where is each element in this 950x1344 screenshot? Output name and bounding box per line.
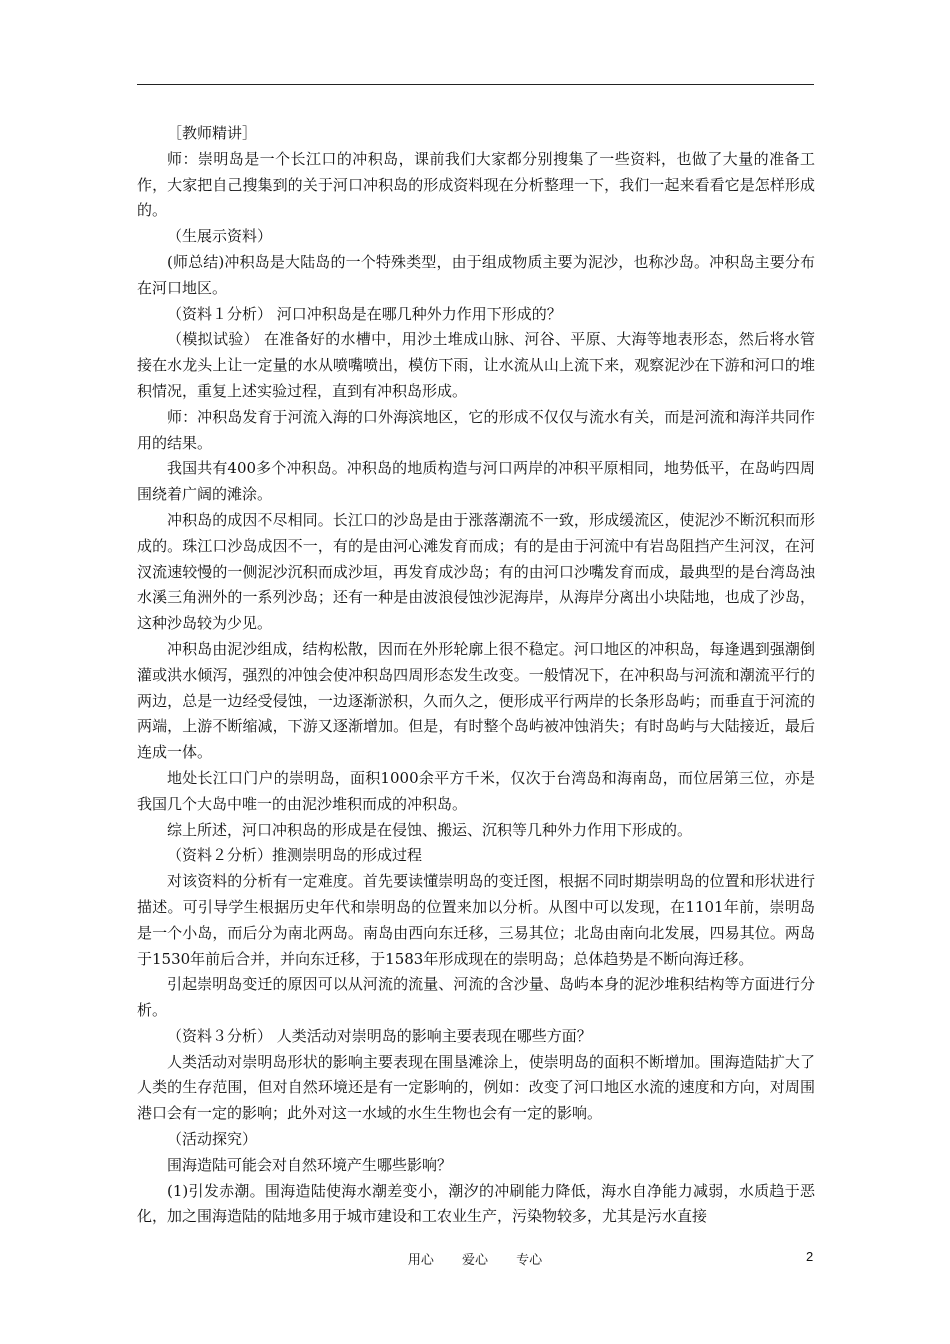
- paragraph: 综上所述，河口冲积岛的形成是在侵蚀、搬运、沉积等几种外力作用下形成的。: [167, 820, 693, 839]
- paragraph: （生展示资料）: [167, 227, 273, 246]
- page-footer: [0, 1249, 950, 1269]
- paragraph: 引起崇明岛变迁的原因可以从河流的流量、河流的含沙量、岛屿本身的泥沙堆积结构等方面进行分析。: [137, 975, 815, 1020]
- paragraph: 冲积岛由泥沙组成，结构松散，因而在外形轮廓上很不稳定。河口地区的冲积岛，每逢遇到强潮倒灌或洪水倾泻，强烈的冲蚀会使冲积岛四周形态发生改变。一般情况下，在冲积岛与河流和潮流平行的两边，总是一边经受侵蚀，一边逐渐淤积，久而久之，便形成平行两岸的长条形岛屿；而垂直于河流的两端，上游不断缩减，下游又逐渐增加。但是，有时整个岛屿被冲蚀消失；有时岛屿与大陆接近，最后连成一体。: [137, 639, 815, 762]
- paragraph: 师：崇明岛是一个长江口的冲积岛，课前我们大家都分别搜集了一些资料，也做了大量的准备工作，大家把自己搜集到的关于河口冲积岛的形成资料现在分析整理一下，我们一起来看看它是怎样形成的。: [137, 149, 815, 220]
- paragraph-teacher-lecture-heading: ［教师精讲］: [167, 124, 258, 142]
- paragraph: 对该资料的分析有一定难度。首先要读懂崇明岛的变迁图，根据不同时期崇明岛的位置和形状进行描述。可引导学生根据历史年代和崇明岛的位置来加以分析。从图中可以发现，在1101年前，崇明岛是一个小岛，而后分为南北两岛。南岛由西向东迁移，三易其位；北岛由南向北发展，四易其位。两岛于1530年前后合并，并向东迁移，于1583年形成现在的崇明岛；总体趋势是不断向海迁移。: [137, 872, 815, 968]
- paragraph: 人类活动对崇明岛形状的影响主要表现在围垦滩涂上，使崇明岛的面积不断增加。围海造陆扩大了人类的生存范围，但对自然环境还是有一定影响的，例如：改变了河口地区水流的速度和方向，对周围港口会有一定的影响；此外对这一水域的水生生物也会有一定的影响。: [137, 1052, 815, 1123]
- paragraph: （活动探究）: [167, 1130, 258, 1149]
- paragraph: （模拟试验） 在准备好的水槽中，用沙土堆成山脉、河谷、平原、大海等地表形态，然后将水管接在水龙头上让一定量的水从喷嘴喷出，模仿下雨，让水流从山上流下来，观察泥沙在下游和河口的堆积情况，重复上述实验过程，直到有冲积岛形成。: [137, 330, 815, 400]
- paragraph: （资料２分析）推测崇明岛的形成过程: [167, 846, 423, 865]
- footer-word: 爱心: [461, 1253, 488, 1268]
- footer-word: 专心: [516, 1253, 543, 1268]
- footer-word: 用心: [407, 1253, 434, 1268]
- header-rule: [137, 84, 814, 85]
- paragraph: 围海造陆可能会对自然环境产生哪些影响？: [167, 1155, 453, 1174]
- paragraph: (1)引发赤潮。围海造陆使海水潮差变小，潮汐的冲刷能力降低，海水自净能力减弱，水质趋于恶化，加之围海造陆的陆地多用于城市建设和工农业生产，污染物较多，尤其是污水直接: [137, 1181, 815, 1226]
- paragraph: （资料１分析） 河口冲积岛是在哪几种外力作用下形成的？: [167, 304, 562, 323]
- document-body: [137, 121, 815, 1230]
- page-number: 2: [806, 1249, 814, 1264]
- paragraph: 冲积岛的成因不尽相同。长江口的沙岛是由于涨落潮流不一致，形成缓流区，使泥沙不断沉积而形成的。珠江口沙岛成因不一，有的是由河心滩发育而成；有的是由于河流中有岩岛阻挡产生河汊，在河汊流速较慢的一侧泥沙沉积而成沙垣，再发育成沙岛；有的由河口沙嘴发育而成，最典型的是台湾岛浊水溪三角洲外的一系列沙岛；还有一种是由波浪侵蚀沙泥海岸，从海岸分离出小块陆地，也成了沙岛，这种沙岛较为少见。: [137, 510, 815, 633]
- paragraph: 我国共有400多个冲积岛。冲积岛的地质构造与河口两岸的冲积平原相同，地势低平，在岛屿四周围绕着广阔的滩涂。: [137, 459, 815, 504]
- paragraph: 地处长江口门户的崇明岛，面积1000余平方千米，仅次于台湾岛和海南岛，而位居第三位，亦是我国几个大岛中唯一的由泥沙堆积而成的冲积岛。: [137, 768, 815, 813]
- paragraph: (师总结)冲积岛是大陆岛的一个特殊类型，由于组成物质主要为泥沙，也称沙岛。冲积岛主要分布在河口地区。: [137, 252, 815, 297]
- paragraph: （资料３分析） 人类活动对崇明岛的影响主要表现在哪些方面？: [167, 1026, 592, 1045]
- paragraph: 师：冲积岛发育于河流入海的口外海滨地区，它的形成不仅仅与流水有关，而是河流和海洋共同作用的结果。: [137, 407, 815, 452]
